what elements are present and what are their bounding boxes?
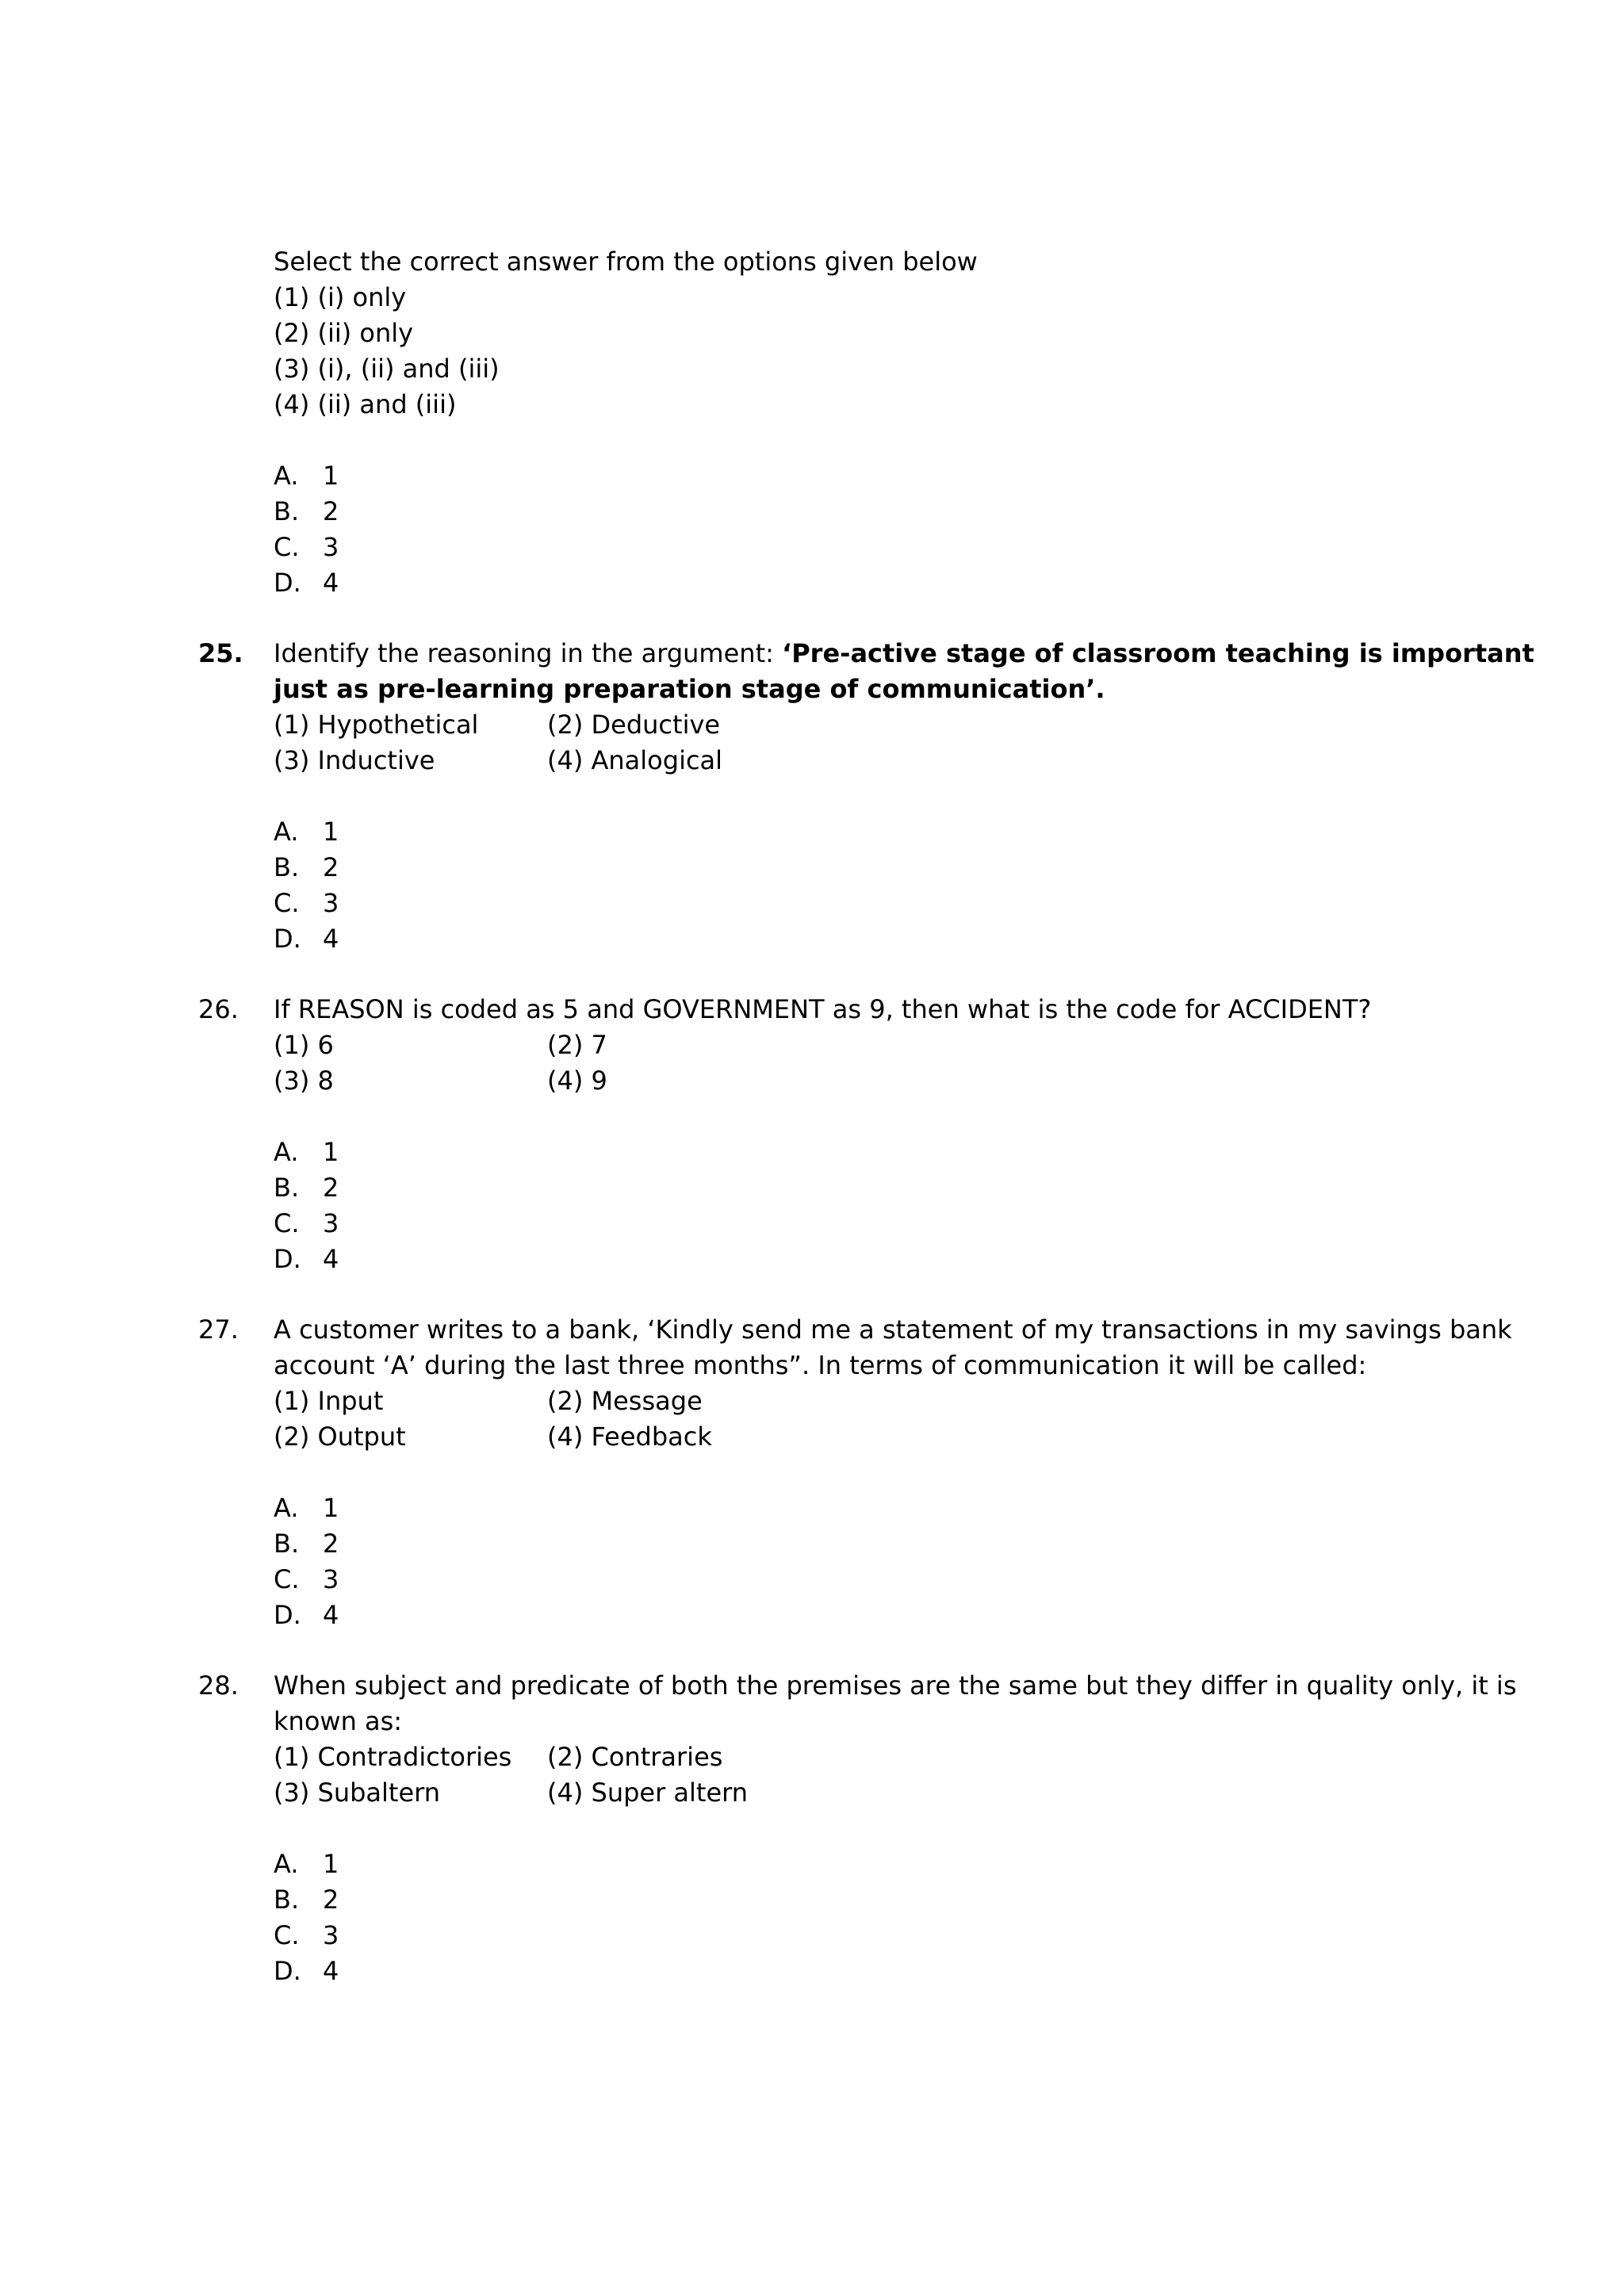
intro-instruction: Select the correct answer from the options given below [274, 247, 978, 277]
question-28-answer-a[interactable] [274, 1846, 339, 1882]
question-26-answer-d[interactable] [274, 1242, 339, 1277]
answer-value: 3 [323, 888, 339, 918]
question-25-answer-a[interactable] [274, 814, 339, 850]
question-28-number: 28. [198, 1670, 239, 1701]
question-25-answer-c[interactable] [274, 886, 339, 921]
question-27-option-3: (2) Output [274, 1422, 406, 1452]
answer-label: D. [274, 568, 301, 598]
intro-option-3: (3) (i), (ii) and (iii) [274, 354, 500, 384]
answer-label: A. [274, 461, 299, 491]
answer-value: 3 [323, 1208, 339, 1238]
question-25-quote: ‘Pre-active stage of classroom teaching is important [782, 638, 1534, 668]
answer-label: A. [274, 817, 299, 847]
question-25-text-line1 [274, 636, 1534, 672]
question-28-answer-c[interactable] [274, 1918, 339, 1954]
question-28-option-2: (2) Contraries [547, 1742, 723, 1772]
intro-option-4: (4) (ii) and (iii) [274, 389, 457, 419]
question-27-answer-c[interactable] [274, 1562, 339, 1598]
answer-value: 2 [323, 1529, 339, 1559]
answer-label: B. [274, 1529, 300, 1559]
answer-label: C. [274, 888, 300, 918]
answer-label: B. [274, 496, 300, 526]
question-28-option-3: (3) Subaltern [274, 1777, 441, 1808]
question-25-option-3: (3) Inductive [274, 745, 435, 775]
question-25-option-1: (1) Hypothetical [274, 710, 479, 740]
question-26-number: 26. [198, 994, 239, 1024]
question-28-option-1: (1) Contradictories [274, 1742, 512, 1772]
answer-label: B. [274, 1173, 300, 1203]
intro-answer-a[interactable] [274, 458, 339, 494]
question-27-answer-b[interactable] [274, 1526, 339, 1562]
answer-label: A. [274, 1137, 299, 1167]
answer-value: 2 [323, 852, 339, 882]
question-26-answer-c[interactable] [274, 1206, 339, 1242]
question-28-answer-b[interactable] [274, 1882, 339, 1918]
answer-value: 2 [323, 1885, 339, 1915]
intro-answer-d[interactable] [274, 565, 339, 601]
answer-label: A. [274, 1493, 299, 1523]
answer-value: 1 [323, 461, 339, 491]
answer-label: B. [274, 1885, 300, 1915]
answer-label: C. [274, 1208, 300, 1238]
question-25-option-2: (2) Deductive [547, 710, 721, 740]
question-27-option-2: (2) Message [547, 1386, 703, 1416]
answer-value: 4 [323, 1244, 339, 1274]
answer-label: B. [274, 852, 300, 882]
answer-value: 1 [323, 1493, 339, 1523]
question-26-answer-a[interactable] [274, 1135, 339, 1170]
question-27-text-line2: account ‘A’ during the last three months”. In terms of communication it will be called: [274, 1350, 1367, 1380]
question-27-answer-a[interactable] [274, 1490, 339, 1526]
intro-answer-c[interactable] [274, 530, 339, 565]
answer-label: A. [274, 1849, 299, 1879]
answer-value: 3 [323, 1920, 339, 1950]
answer-value: 2 [323, 496, 339, 526]
question-26-option-1: (1) 6 [274, 1030, 334, 1060]
answer-value: 2 [323, 1173, 339, 1203]
question-26-option-3: (3) 8 [274, 1066, 334, 1096]
question-28-option-4: (4) Super altern [547, 1777, 749, 1808]
answer-label: D. [274, 1956, 301, 1986]
answer-label: D. [274, 1600, 301, 1630]
question-26-text: If REASON is coded as 5 and GOVERNMENT as 9, then what is the code for ACCIDENT? [274, 994, 1372, 1024]
answer-value: 1 [323, 1137, 339, 1167]
question-27-text-line1: A customer writes to a bank, ‘Kindly send me a statement of my transactions in my savings bank [274, 1314, 1512, 1345]
answer-label: C. [274, 1564, 300, 1594]
question-25-text-line2: just as pre-learning preparation stage of communication’. [274, 674, 1105, 704]
question-27-option-1: (1) Input [274, 1386, 384, 1416]
question-25-option-4: (4) Analogical [547, 745, 723, 775]
intro-answer-b[interactable] [274, 494, 339, 530]
answer-label: D. [274, 924, 301, 954]
answer-value: 4 [323, 568, 339, 598]
answer-value: 4 [323, 1956, 339, 1986]
question-26-answer-b[interactable] [274, 1170, 339, 1206]
question-26-option-4: (4) 9 [547, 1066, 607, 1096]
question-28-text-line1: When subject and predicate of both the premises are the same but they differ in quality only, it is [274, 1670, 1517, 1701]
question-27-answer-d[interactable] [274, 1598, 339, 1633]
answer-label: D. [274, 1244, 301, 1274]
question-28-text-line2: known as: [274, 1706, 403, 1736]
intro-option-2: (2) (ii) only [274, 318, 414, 348]
answer-value: 3 [323, 1564, 339, 1594]
intro-option-1: (1) (i) only [274, 282, 407, 312]
answer-value: 3 [323, 532, 339, 562]
answer-value: 1 [323, 817, 339, 847]
question-28-answer-d[interactable] [274, 1954, 339, 1989]
question-25-prefix: Identify the reasoning in the argument: [274, 638, 783, 668]
answer-value: 4 [323, 1600, 339, 1630]
question-27-option-4: (4) Feedback [547, 1422, 712, 1452]
question-25-answer-b[interactable] [274, 850, 339, 886]
question-27-number: 27. [198, 1314, 239, 1345]
question-25-number: 25. [198, 638, 243, 668]
answer-value: 1 [323, 1849, 339, 1879]
question-25-answer-d[interactable] [274, 921, 339, 957]
answer-label: C. [274, 532, 300, 562]
answer-label: C. [274, 1920, 300, 1950]
question-26-option-2: (2) 7 [547, 1030, 607, 1060]
answer-value: 4 [323, 924, 339, 954]
